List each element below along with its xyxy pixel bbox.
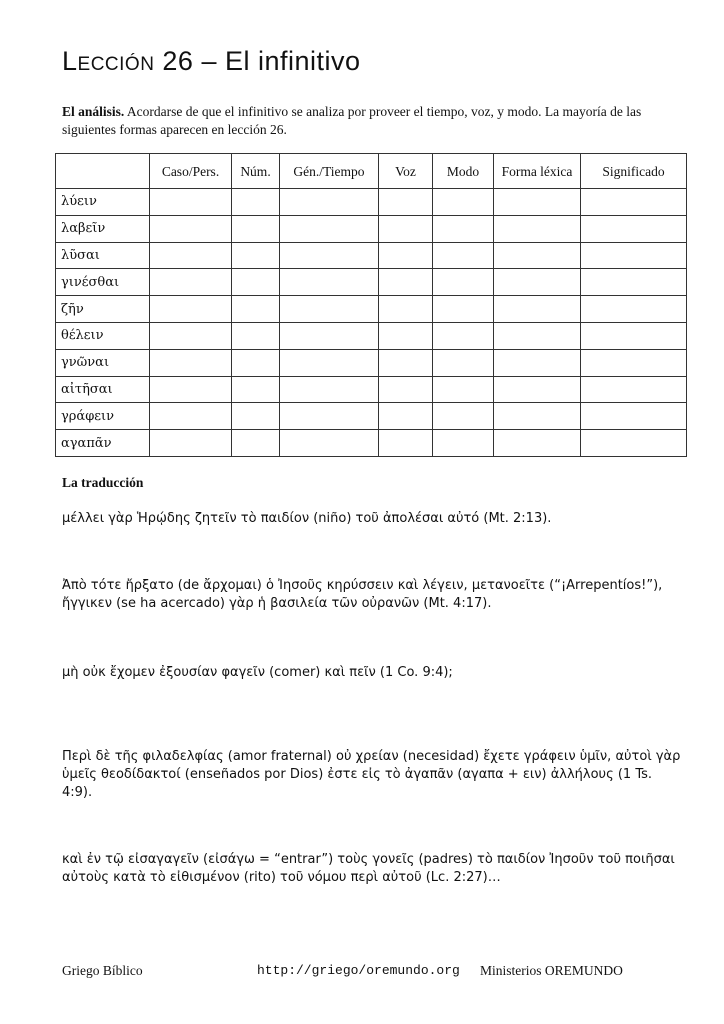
greek-form-cell: αγαπᾶν [56, 430, 150, 457]
sentence-3: μὴ οὐκ ἔχομεν ἐξουσίαν φαγεῖν (comer) καὶ πεῖν (1 Co. 9:4); [62, 665, 453, 680]
answer-cell[interactable] [280, 242, 379, 269]
answer-cell[interactable] [433, 430, 494, 457]
table-row [56, 349, 687, 376]
answer-cell[interactable] [433, 349, 494, 376]
answer-cell[interactable] [150, 242, 232, 269]
table-row [56, 269, 687, 296]
answer-cell[interactable] [379, 189, 433, 216]
answer-cell[interactable] [494, 215, 581, 242]
answer-cell[interactable] [150, 269, 232, 296]
answer-cell[interactable] [379, 403, 433, 430]
header-case-person: Caso/Pers. [150, 154, 232, 189]
greek-form-cell: γράφειν [56, 403, 150, 430]
header-meaning: Significado [581, 154, 687, 189]
answer-cell[interactable] [581, 296, 687, 323]
answer-cell[interactable] [232, 430, 280, 457]
footer-ministry: Ministerios OREMUNDO [480, 963, 623, 978]
header-mood: Modo [433, 154, 494, 189]
answer-cell[interactable] [494, 403, 581, 430]
title-lesson: Lección 26 [62, 46, 194, 76]
answer-cell[interactable] [581, 403, 687, 430]
greek-form-cell: γινέσθαι [56, 269, 150, 296]
header-form [56, 154, 150, 189]
answer-cell[interactable] [433, 269, 494, 296]
header-gender-tense: Gén./Tiempo [280, 154, 379, 189]
answer-cell[interactable] [150, 296, 232, 323]
instructions-label: El análisis. [62, 104, 125, 119]
answer-cell[interactable] [494, 430, 581, 457]
answer-cell[interactable] [433, 403, 494, 430]
answer-cell[interactable] [232, 269, 280, 296]
answer-cell[interactable] [379, 215, 433, 242]
answer-cell[interactable] [494, 376, 581, 403]
table-header-row [56, 154, 687, 189]
answer-cell[interactable] [581, 189, 687, 216]
sentence-2: Ἀπὸ τότε ἤρξατο (de ἄρχομαι) ὁ Ἰησοῦς κηρύσσειν καὶ λέγειν, μετανοεῖτε (“¡Arrepentíos!”), ἤγγικεν (se ha acercado) γὰρ ἡ βασιλεία τῶν οὐρανῶν (Mt. 4:17). [62, 578, 663, 611]
header-lexical-form: Forma léxica [494, 154, 581, 189]
answer-cell[interactable] [232, 242, 280, 269]
table-row [56, 242, 687, 269]
answer-cell[interactable] [379, 349, 433, 376]
answer-cell[interactable] [581, 215, 687, 242]
answer-cell[interactable] [379, 269, 433, 296]
answer-cell[interactable] [494, 269, 581, 296]
answer-cell[interactable] [581, 322, 687, 349]
answer-cell[interactable] [232, 322, 280, 349]
answer-cell[interactable] [433, 215, 494, 242]
answer-cell[interactable] [581, 242, 687, 269]
greek-form-cell: λῦσαι [56, 242, 150, 269]
answer-cell[interactable] [150, 189, 232, 216]
answer-cell[interactable] [150, 403, 232, 430]
footer-url[interactable]: http://griego/oremundo.org [257, 963, 460, 978]
greek-form-cell: ζῆν [56, 296, 150, 323]
answer-cell[interactable] [581, 269, 687, 296]
answer-cell[interactable] [494, 296, 581, 323]
answer-cell[interactable] [232, 349, 280, 376]
greek-form-cell: λύειν [56, 189, 150, 216]
greek-form-cell: γνῶναι [56, 349, 150, 376]
table-row [56, 296, 687, 323]
answer-cell[interactable] [433, 322, 494, 349]
table-row [56, 322, 687, 349]
answer-cell[interactable] [150, 322, 232, 349]
answer-cell[interactable] [232, 215, 280, 242]
parsing-table [55, 153, 687, 457]
table-row [56, 430, 687, 457]
answer-cell[interactable] [280, 349, 379, 376]
table-row [56, 189, 687, 216]
answer-cell[interactable] [379, 430, 433, 457]
sentence-4: Περὶ δὲ τῆς φιλαδελφίας (amor fraternal) οὐ χρείαν (necesidad) ἔχετε γράφειν ὑμῖν, αὐτοὶ γὰρ ὑμεῖς θεοδίδακτοί (enseñados por Dios) ἐστε εἰς τὸ ἀγαπᾶν (αγαπα + ειν) ἀλλήλους (1 Ts. 4:9). [62, 749, 681, 800]
answer-cell[interactable] [280, 322, 379, 349]
answer-cell[interactable] [150, 430, 232, 457]
answer-cell[interactable] [280, 376, 379, 403]
answer-cell[interactable] [280, 215, 379, 242]
answer-cell[interactable] [150, 215, 232, 242]
translation-heading: La traducción [62, 475, 144, 490]
greek-form-cell: θέλειν [56, 322, 150, 349]
table-row [56, 403, 687, 430]
sentence-1: μέλλει γὰρ Ἡρῴδης ζητεῖν τὸ παιδίον (niño) τοῦ ἀπολέσαι αὐτό (Mt. 2:13). [62, 511, 552, 526]
answer-cell[interactable] [581, 430, 687, 457]
answer-cell[interactable] [494, 349, 581, 376]
answer-cell[interactable] [280, 403, 379, 430]
answer-cell[interactable] [150, 349, 232, 376]
answer-cell[interactable] [433, 376, 494, 403]
answer-cell[interactable] [280, 269, 379, 296]
instructions-text: Acordarse de que el infinitivo se analiza por proveer el tiempo, voz, y modo. La mayoría de las siguientes formas aparecen en lección 26. [62, 104, 642, 137]
footer-course: Griego Bíblico [62, 963, 143, 978]
table-row [56, 215, 687, 242]
answer-cell[interactable] [494, 322, 581, 349]
answer-cell[interactable] [232, 376, 280, 403]
answer-cell[interactable] [581, 349, 687, 376]
sentence-5: καὶ ἐν τῷ εἰσαγαγεῖν (εἰσάγω = “entrar”) τοὺς γονεῖς (padres) τὸ παιδίον Ἰησοῦν τοῦ ποιῆσαι αὐτοὺς κατὰ τὸ εἰθισμένον (rito) τοῦ νόμου περὶ αὐτοῦ (Lc. 2:27)… [62, 852, 675, 885]
title-topic: – El infinitivo [193, 46, 361, 76]
table-row [56, 376, 687, 403]
answer-cell[interactable] [232, 189, 280, 216]
answer-cell[interactable] [379, 322, 433, 349]
answer-cell[interactable] [379, 242, 433, 269]
instructions [62, 103, 682, 139]
answer-cell[interactable] [379, 296, 433, 323]
answer-cell[interactable] [433, 189, 494, 216]
header-number: Núm. [232, 154, 280, 189]
answer-cell[interactable] [494, 189, 581, 216]
answer-cell[interactable] [150, 376, 232, 403]
answer-cell[interactable] [280, 296, 379, 323]
answer-cell[interactable] [433, 242, 494, 269]
page-title [62, 46, 361, 77]
answer-cell[interactable] [379, 376, 433, 403]
answer-cell[interactable] [232, 403, 280, 430]
answer-cell[interactable] [581, 376, 687, 403]
header-voice: Voz [379, 154, 433, 189]
answer-cell[interactable] [494, 242, 581, 269]
greek-form-cell: λαβεῖν [56, 215, 150, 242]
answer-cell[interactable] [433, 296, 494, 323]
answer-cell[interactable] [280, 430, 379, 457]
answer-cell[interactable] [280, 189, 379, 216]
greek-form-cell: αἰτῆσαι [56, 376, 150, 403]
answer-cell[interactable] [232, 296, 280, 323]
